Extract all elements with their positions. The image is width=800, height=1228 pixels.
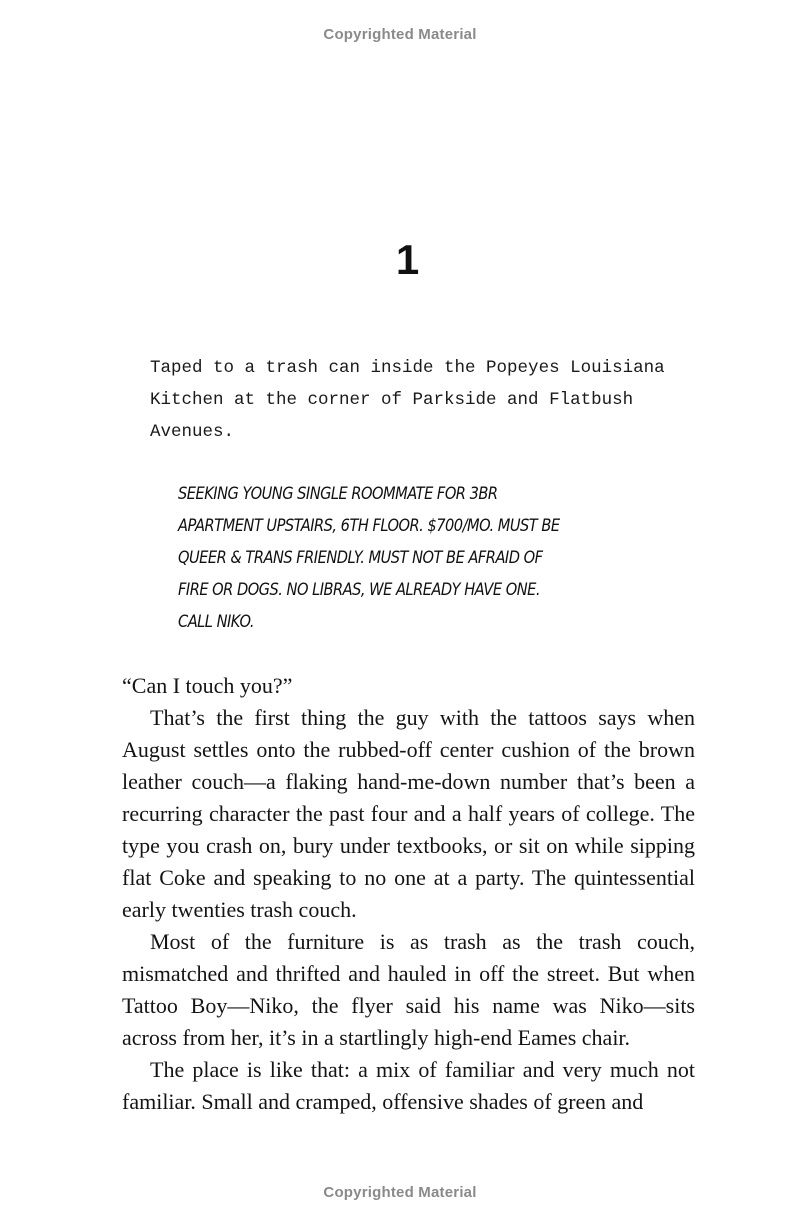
body-paragraph: Most of the furniture is as trash as the trash couch, mismatched and thrifted and hauled in off the street. But when Tattoo Boy—Niko, the flyer said his name was Niko—sits across from her, it’s in a startlingly high-end Eames chair. [122, 929, 695, 1050]
chapter-epigraph: Taped to a trash can inside the Popeyes Louisiana Kitchen at the corner of Parkside and Flatbush Avenues. [150, 358, 665, 442]
copyright-watermark-bottom: Copyrighted Material [323, 1184, 477, 1201]
body-paragraph: That’s the first thing the guy with the tattoos says when August settles onto the rubbed-off center cushion of the brown leather couch—a flaking hand-me-down number that’s been a recurring character the past four and a half years of college. The type you crash on, bury under textbooks, or sit on while sipping flat Coke and speaking to no one at a party. The quintessential early twenties trash couch. [122, 705, 695, 922]
chapter-number: 1 [395, 236, 420, 283]
roommate-flyer-text: SEEKING YOUNG SINGLE ROOMMATE FOR 3BR APARTMENT UPSTAIRS, 6TH FLOOR. $700/MO. MUST BE QUEER & TRANS FRIENDLY. MUST NOT BE AFRAID OF FIRE OR DOGS. NO LIBRAS, WE ALREADY HAVE ONE. CALL NIKO. [178, 484, 560, 632]
chapter-body [122, 670, 695, 1118]
copyright-watermark-top: Copyrighted Material [323, 26, 477, 43]
body-paragraph: The place is like that: a mix of familiar and very much not familiar. Small and cramped, offensive shades of green and [122, 1057, 695, 1114]
body-paragraph: “Can I touch you?” [122, 673, 293, 698]
